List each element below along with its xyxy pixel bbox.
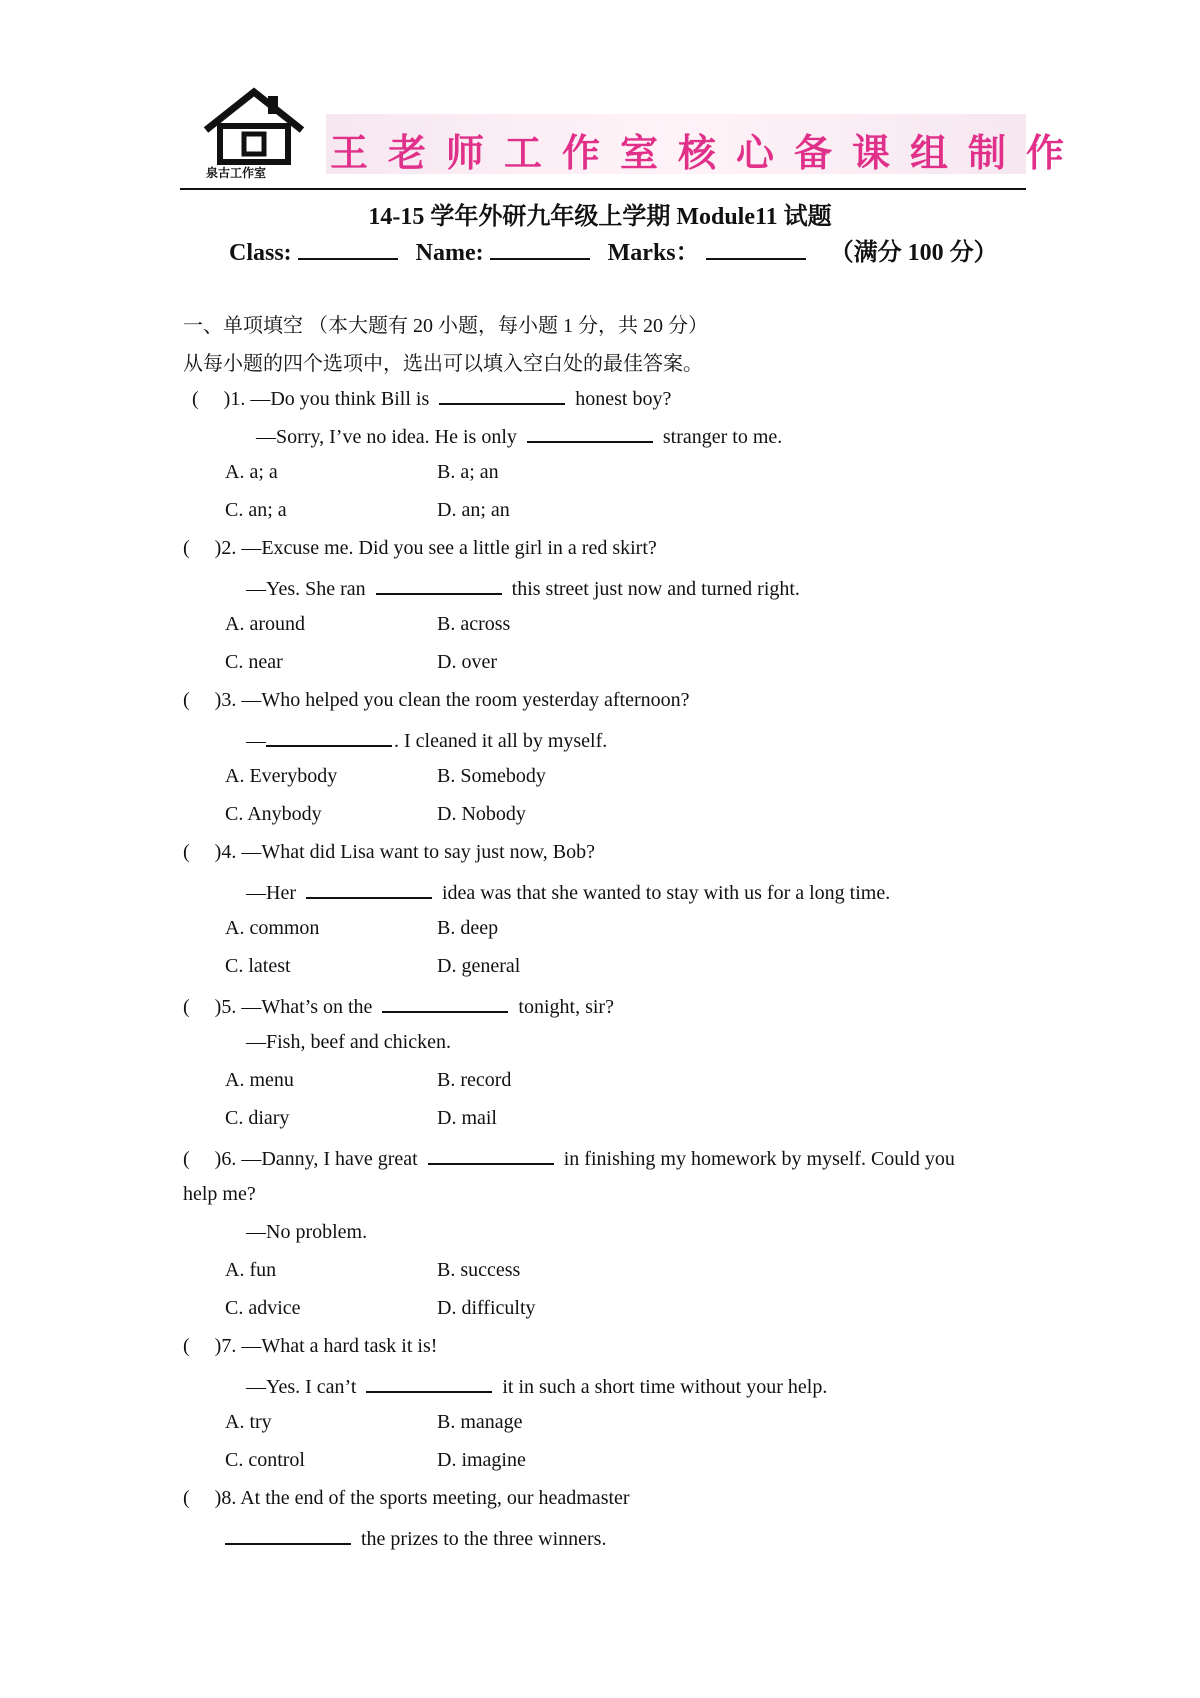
answer-blank[interactable] xyxy=(382,993,508,1013)
question-5: ( )5. —What’s on the tonight, sir? xyxy=(183,993,614,1019)
section-heading: 一、单项填空 （本大题有 20 小题，每小题 1 分，共 20 分） xyxy=(183,315,708,337)
option-b[interactable]: B. deep xyxy=(437,917,499,939)
name-label: Name: xyxy=(415,240,484,266)
option-b[interactable]: B. a; an xyxy=(437,461,499,483)
option-a[interactable]: A. fun xyxy=(225,1259,277,1281)
option-b[interactable]: B. success xyxy=(437,1259,521,1281)
class-label: Class: xyxy=(229,240,292,266)
option-d[interactable]: D. Nobody xyxy=(437,803,526,825)
section-instruction: 从每小题的四个选项中，选出可以填入空白处的最佳答案。 xyxy=(183,353,703,375)
question-4: ( )4. —What did Lisa want to say just now, Bob? xyxy=(183,841,595,863)
answer-paren: ( xyxy=(183,1148,190,1170)
option-a[interactable]: A. Everybody xyxy=(225,765,338,787)
question-8: ( )8. At the end of the sports meeting, our headmaster xyxy=(183,1487,630,1509)
question-6: ( )6. —Danny, I have great in finishing my homework by myself. Could you xyxy=(183,1145,1026,1171)
answer-blank[interactable] xyxy=(376,575,502,595)
question-1: ( )1. —Do you think Bill is honest boy? xyxy=(192,385,671,411)
option-d[interactable]: D. general xyxy=(437,955,521,977)
answer-blank[interactable] xyxy=(428,1145,554,1165)
question-3: ( )3. —Who helped you clean the room yesterday afternoon? xyxy=(183,689,690,711)
question-3-response: — . I cleaned it all by myself. xyxy=(246,727,607,753)
meta-line xyxy=(229,232,998,267)
option-d[interactable]: D. over xyxy=(437,651,497,673)
answer-paren: ( xyxy=(183,996,190,1018)
marks-label: Marks： xyxy=(607,240,700,266)
option-c[interactable]: C. near xyxy=(225,651,283,673)
option-a[interactable]: A. try xyxy=(225,1411,272,1433)
question-6-continued: help me? xyxy=(183,1183,256,1205)
option-c[interactable]: C. Anybody xyxy=(225,803,322,825)
answer-blank[interactable] xyxy=(366,1373,492,1393)
question-7: ( )7. —What a hard task it is! xyxy=(183,1335,438,1357)
option-d[interactable]: D. mail xyxy=(437,1107,497,1129)
option-c[interactable]: C. latest xyxy=(225,955,291,977)
answer-blank[interactable] xyxy=(306,879,432,899)
answer-paren: ( xyxy=(183,537,190,559)
logo-caption: 泉古工作室 xyxy=(206,166,267,180)
answer-paren: ( xyxy=(183,689,190,711)
class-blank[interactable] xyxy=(298,236,398,260)
option-b[interactable]: B. Somebody xyxy=(437,765,546,787)
question-2-response: —Yes. She ran this street just now and turned right. xyxy=(246,575,800,601)
option-a[interactable]: A. common xyxy=(225,917,320,939)
answer-paren: ( xyxy=(183,1487,190,1509)
answer-blank[interactable] xyxy=(527,423,653,443)
option-a[interactable]: A. menu xyxy=(225,1069,294,1091)
option-c[interactable]: C. diary xyxy=(225,1107,290,1129)
option-a[interactable]: A. around xyxy=(225,613,305,635)
header-rule xyxy=(180,188,1026,190)
answer-paren: ( xyxy=(183,841,190,863)
option-d[interactable]: D. an; an xyxy=(437,499,510,521)
answer-paren: ( xyxy=(183,1335,190,1357)
answer-blank[interactable] xyxy=(225,1525,351,1545)
option-d[interactable]: D. imagine xyxy=(437,1449,526,1471)
option-a[interactable]: A. a; a xyxy=(225,461,278,483)
question-8-continued: the prizes to the three winners. xyxy=(225,1525,606,1551)
answer-blank[interactable] xyxy=(266,727,392,747)
option-d[interactable]: D. difficulty xyxy=(437,1297,536,1319)
option-c[interactable]: C. an; a xyxy=(225,499,287,521)
answer-paren: ( xyxy=(192,388,199,410)
option-b[interactable]: B. across xyxy=(437,613,511,635)
question-5-response: —Fish, beef and chicken. xyxy=(246,1031,451,1053)
question-4-response: —Her idea was that she wanted to stay with us for a long time. xyxy=(246,879,890,905)
question-7-response: —Yes. I can’t it in such a short time without your help. xyxy=(246,1373,827,1399)
option-b[interactable]: B. manage xyxy=(437,1411,523,1433)
question-1-response: —Sorry, I’ve no idea. He is only stranger to me. xyxy=(256,423,782,449)
name-blank[interactable] xyxy=(490,236,590,260)
full-score: （满分 100 分） xyxy=(829,240,998,266)
brand-text: 王老师工作室核心备课组制作 xyxy=(330,131,1085,175)
option-b[interactable]: B. record xyxy=(437,1069,512,1091)
page-title: 14-15 学年外研九年级上学期 Module11 试题 xyxy=(368,204,832,230)
marks-blank[interactable] xyxy=(706,236,806,260)
question-2: ( )2. —Excuse me. Did you see a little girl in a red skirt? xyxy=(183,537,657,559)
option-c[interactable]: C. control xyxy=(225,1449,305,1471)
option-c[interactable]: C. advice xyxy=(225,1297,301,1319)
answer-blank[interactable] xyxy=(439,385,565,405)
question-6-response: —No problem. xyxy=(246,1221,368,1243)
